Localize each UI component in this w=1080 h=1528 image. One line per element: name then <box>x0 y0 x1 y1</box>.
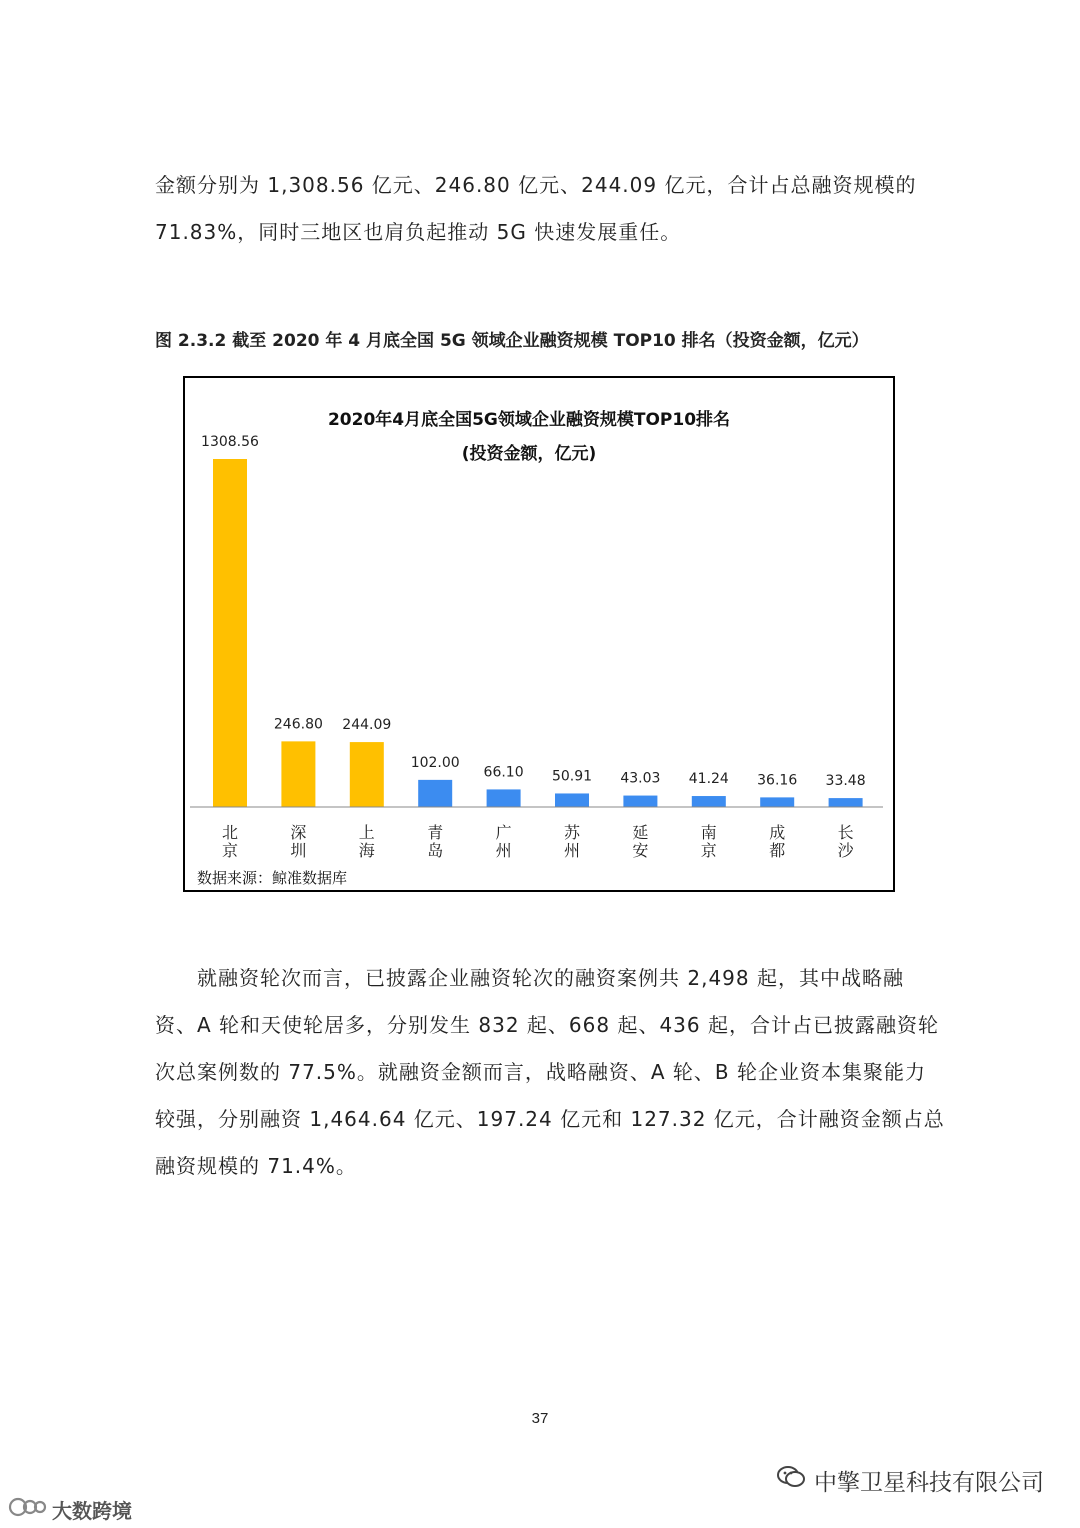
chart-title: 2020年4月底全国5G领域企业融资规模TOP10排名 <box>327 410 731 430</box>
bar-南京 <box>692 796 726 807</box>
category-label: 北京 <box>221 823 239 860</box>
value-label: 1308.56 <box>201 434 259 450</box>
bar-深圳 <box>281 741 315 807</box>
category-label: 上海 <box>358 823 375 860</box>
category-label: 苏州 <box>563 823 581 860</box>
bar-长沙 <box>829 798 863 807</box>
value-label: 43.03 <box>620 770 661 787</box>
chart-subtitle: (投资金额，亿元) <box>461 444 597 464</box>
value-label: 66.10 <box>483 764 524 781</box>
watermark-right-text: 中擎卫星科技有限公司 <box>814 1469 1044 1496</box>
watermark-left-text: 大数跨境 <box>52 1498 132 1523</box>
paragraph-bottom <box>155 955 945 1190</box>
bar-青岛 <box>418 780 452 807</box>
paragraph-line: 次总案例数的 77.5%。就融资金额而言，战略融资、A 轮、B 轮企业资本集聚能力 <box>155 1060 927 1084</box>
paragraph-line: 资、A 轮和天使轮居多，分别发生 832 起、668 起、436 起，合计占已披露融资轮 <box>155 1013 939 1037</box>
watermark-right <box>776 1465 1044 1495</box>
category-label: 青岛 <box>427 823 444 860</box>
value-label: 244.09 <box>342 717 392 734</box>
bar-苏州 <box>555 793 589 807</box>
paragraph-line: 就融资轮次而言，已披露企业融资轮次的融资案例共 2,498 起，其中战略融 <box>197 966 904 990</box>
category-label: 延安 <box>632 823 649 860</box>
value-label: 246.80 <box>273 716 323 733</box>
paragraph-line: 金额分别为 1,308.56 亿元、246.80 亿元、244.09 亿元，合计占总融资规模的 <box>155 173 917 197</box>
page-number: 37 <box>531 1410 549 1427</box>
bar-北京 <box>213 459 247 807</box>
category-label: 成都 <box>769 823 786 860</box>
value-label: 41.24 <box>688 771 729 788</box>
bar-chart <box>185 378 893 890</box>
category-label: 长沙 <box>837 823 854 860</box>
watermark-left <box>8 1496 132 1522</box>
bar-广州 <box>487 789 521 807</box>
value-label: 36.16 <box>757 772 798 789</box>
value-label: 102.00 <box>410 754 460 771</box>
bar-延安 <box>623 796 657 807</box>
paragraph-line: 融资规模的 71.4%。 <box>155 1154 357 1178</box>
value-label: 33.48 <box>825 773 866 790</box>
bar-上海 <box>350 742 384 807</box>
category-label: 深圳 <box>290 823 307 860</box>
bar-成都 <box>760 797 794 807</box>
wechat-icon <box>776 1464 806 1496</box>
paragraph-top <box>155 162 930 256</box>
chart-source: 数据来源：鲸准数据库 <box>197 869 348 887</box>
brand-logo-icon <box>8 1496 48 1523</box>
value-label: 50.91 <box>551 768 593 785</box>
category-label: 南京 <box>700 823 717 860</box>
chart-frame <box>183 376 895 892</box>
bar-group <box>201 434 866 860</box>
category-label: 广州 <box>495 823 512 860</box>
figure-caption: 图 2.3.2 截至 2020 年 4 月底全国 5G 领域企业融资规模 TOP10 排名（投资金额，亿元） <box>155 331 869 351</box>
paragraph-line: 71.83%，同时三地区也肩负起推动 5G 快速发展重任。 <box>155 220 682 244</box>
paragraph-line: 较强，分别融资 1,464.64 亿元、197.24 亿元和 127.32 亿元，合计融资金额占总 <box>155 1107 945 1131</box>
